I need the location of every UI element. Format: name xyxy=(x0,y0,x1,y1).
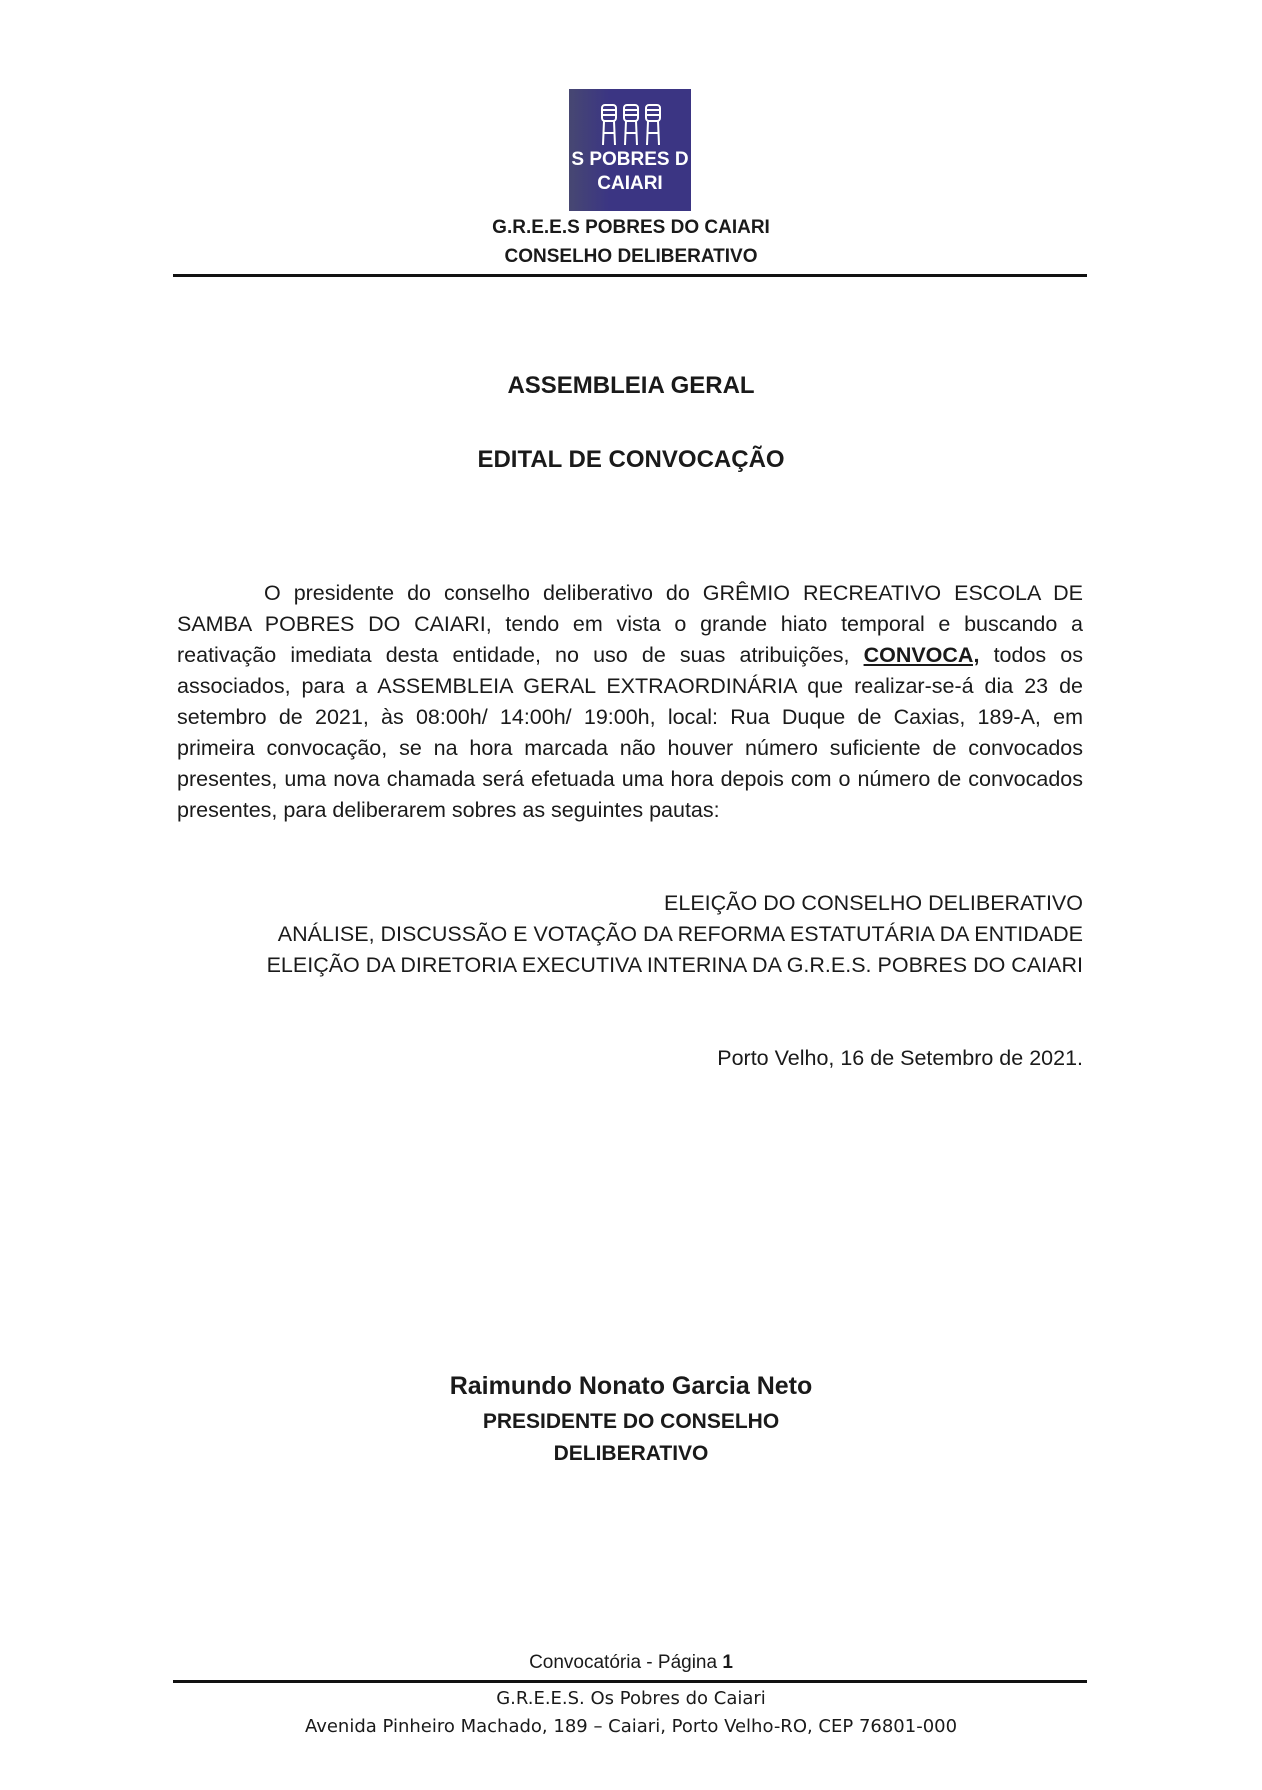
page-indicator xyxy=(0,1652,1262,1674)
footer-org: G.R.E.E.S. Os Pobres do Caiari xyxy=(496,1688,766,1709)
page-number: 1 xyxy=(722,1652,733,1673)
place-date: Porto Velho, 16 de Setembro de 2021. xyxy=(717,1046,1083,1070)
agenda-item: ELEIÇÃO DA DIRETORIA EXECUTIVA INTERINA DA G.R.E.S. POBRES DO CAIARI xyxy=(266,953,1083,977)
agenda-item: ELEIÇÃO DO CONSELHO DELIBERATIVO xyxy=(664,891,1083,915)
paragraph-text-1: O presidente do conselho deliberativo do GRÊMIO RECREATIVO ESCOLA DE SAMBA POBRES DO CAIARI, tendo em vista o grande hiato temporal e buscando a reativação imediata desta entidade, no uso de suas atribuições, xyxy=(177,581,1083,667)
agenda-item: ANÁLISE, DISCUSSÃO E VOTAÇÃO DA REFORMA ESTATUTÁRIA DA ENTIDADE xyxy=(277,922,1083,946)
footer-divider xyxy=(173,1680,1087,1683)
signatory-role-line1: PRESIDENTE DO CONSELHO xyxy=(482,1410,780,1433)
convoca-emphasis: CONVOCA, xyxy=(863,643,980,667)
document-title: ASSEMBLEIA GERAL xyxy=(507,372,755,399)
agenda-list xyxy=(177,888,1083,981)
org-logo xyxy=(569,89,691,211)
logo-text-line2: CAIARI xyxy=(597,173,663,194)
signatory-name: Raimundo Nonato Garcia Neto xyxy=(449,1372,813,1400)
document-subtitle: EDITAL DE CONVOCAÇÃO xyxy=(477,446,785,473)
footer-address: Avenida Pinheiro Machado, 189 – Caiari, Porto Velho-RO, CEP 76801-000 xyxy=(304,1716,958,1737)
org-name: G.R.E.E.S POBRES DO CAIARI xyxy=(492,217,770,238)
water-towers-icon xyxy=(599,103,663,147)
paragraph-text-2: todos os associados, para a ASSEMBLEIA GERAL EXTRAORDINÁRIA que realizar-se-á dia 23 de setembro de 2021, às 08:00h/ 14:00h/ 19:00h, local: Rua Duque de Caxias, 189-A, em primeira convocação, se na hora marcada não houver número suficiente de convocados presentes, uma nova chamada será efetuada uma hora depois com o número de convocados presentes, para deliberarem sobres as seguintes pautas: xyxy=(177,643,1084,822)
page-label: Convocatória - Página xyxy=(529,1652,723,1673)
convocation-paragraph xyxy=(177,578,1083,826)
council-name: CONSELHO DELIBERATIVO xyxy=(504,246,758,267)
logo-text-line1: S POBRES D xyxy=(571,149,689,170)
header-divider xyxy=(173,274,1087,277)
signatory-role-line2: DELIBERATIVO xyxy=(553,1442,709,1465)
